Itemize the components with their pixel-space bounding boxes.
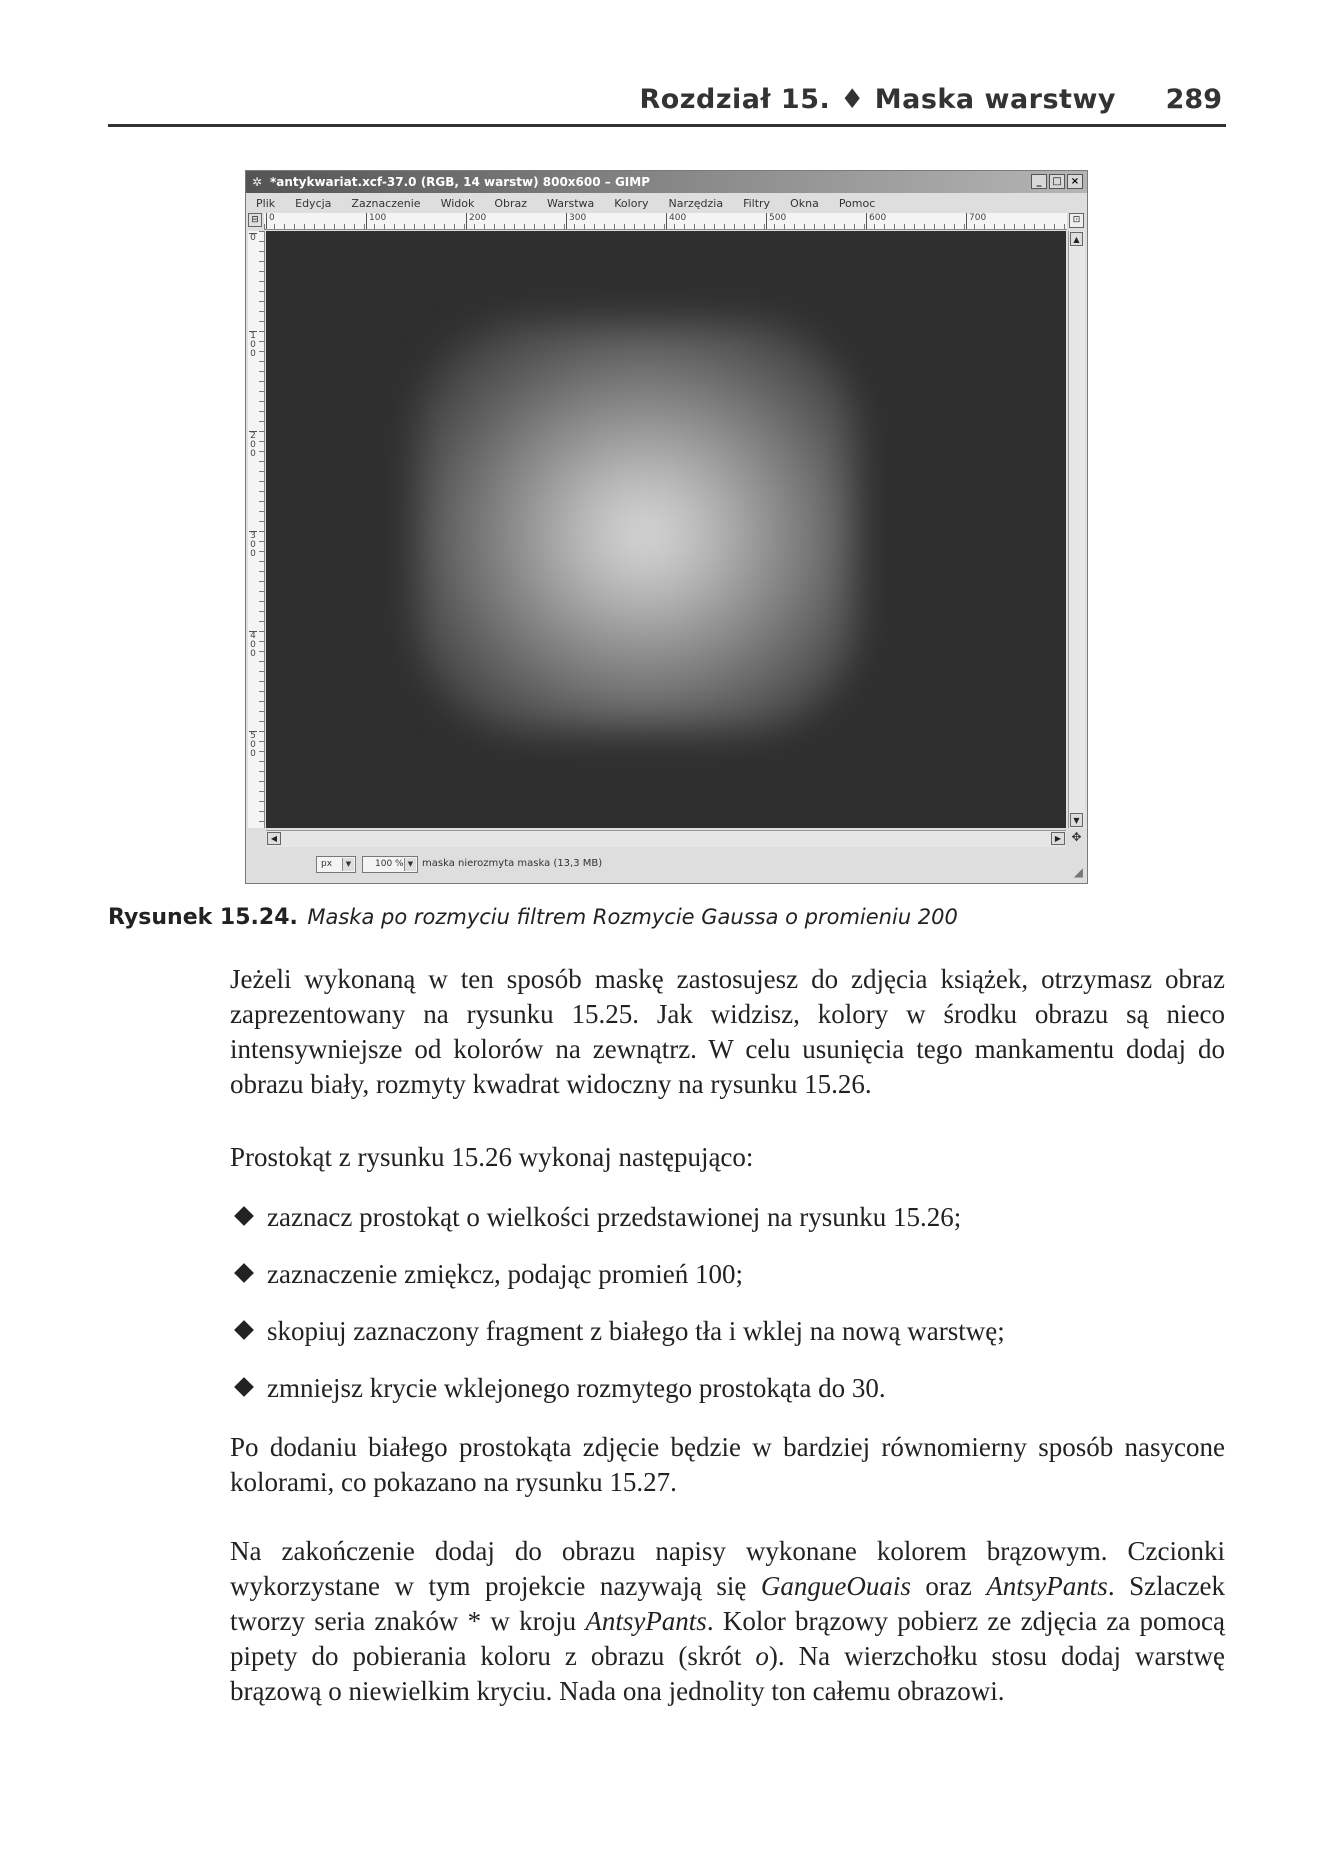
resize-grip-icon[interactable]: ◢ (1073, 865, 1083, 879)
minimize-button[interactable]: _ (1031, 174, 1047, 189)
horizontal-scrollbar[interactable] (266, 830, 1066, 847)
menu-filtry[interactable]: Filtry (743, 196, 771, 210)
status-bar (246, 849, 1087, 883)
ruler-h-label: 500 (766, 213, 786, 229)
chevron-down-icon: ▼ (342, 858, 354, 871)
zoom-fit-icon[interactable]: ⊡ (1069, 213, 1084, 228)
horizontal-ruler[interactable] (264, 213, 1067, 230)
chevron-down-icon: ▼ (404, 858, 416, 871)
font-name-antsypants: AntsyPants (986, 1571, 1108, 1601)
window-titlebar (246, 171, 1087, 193)
list-item (237, 1257, 743, 1292)
ruler-v-label: 200 (250, 431, 256, 459)
quick-mask-toggle-icon[interactable]: ⊟ (248, 213, 262, 227)
scroll-up-icon[interactable]: ▲ (1070, 232, 1083, 246)
page-number: 289 (1165, 84, 1222, 115)
figure-label: Rysunek 15.24. (108, 905, 298, 930)
window-title: *antykwariat.xcf-37.0 (RGB, 14 warstw) 800x600 – GIMP (270, 175, 650, 189)
paragraph-4-text: . Kolor brązowy pobierz ze zdjęcia za pomocą pipety do pobierania koloru z obrazu (skrót (230, 1606, 1225, 1671)
bullet-diamond-icon (234, 1377, 254, 1397)
list-item (237, 1200, 961, 1235)
shortcut-key: o (755, 1641, 769, 1671)
ruler-v-label: 500 (250, 731, 256, 759)
menu-warstwa[interactable]: Warstwa (547, 196, 595, 210)
menu-narzedzia[interactable]: Narzędzia (668, 196, 724, 210)
menu-widok[interactable]: Widok (440, 196, 475, 210)
menu-okna[interactable]: Okna (790, 196, 819, 210)
vertical-scrollbar[interactable] (1068, 231, 1085, 828)
figure-caption (108, 904, 958, 930)
zoom-select[interactable] (362, 856, 418, 873)
gimp-app-icon: ✲ (252, 175, 263, 189)
bullet-diamond-icon (234, 1320, 254, 1340)
ruler-h-label: 200 (466, 213, 486, 229)
ruler-v-label: 300 (250, 531, 256, 559)
list-item-text: zaznacz prostokąt o wielkości przedstawionej na rysunku 15.26; (267, 1202, 962, 1232)
ruler-h-label: 700 (966, 213, 986, 229)
paragraph-4-text: ). Na wierzchołku stosu dodaj warstwę brązową o niewielkim kryciu. Nada ona jednolity ton całemu obrazowi. (230, 1641, 1225, 1706)
bullet-diamond-icon (234, 1206, 254, 1226)
ruler-h-label: 400 (666, 213, 686, 229)
ruler-h-label: 0 (266, 213, 275, 229)
list-item-text: skopiuj zaznaczony fragment z białego tła i wklej na nową warstwę; (267, 1316, 1005, 1346)
vertical-ruler[interactable] (248, 231, 265, 828)
chapter-title: Rozdział 15. ♦ Maska warstwy (639, 84, 1116, 115)
bullet-diamond-icon (234, 1263, 254, 1283)
menu-bar (246, 194, 1087, 212)
running-header (108, 84, 1226, 127)
blurred-mask-shape (416, 321, 856, 731)
font-name-gangueouais: GangueOuais (760, 1571, 911, 1601)
list-item-text: zaznaczenie zmiękcz, podając promień 100; (267, 1259, 743, 1289)
ruler-v-label: 0 (250, 233, 256, 243)
image-canvas[interactable] (266, 231, 1066, 828)
menu-edycja[interactable]: Edycja (295, 196, 332, 210)
font-name-antsypants: AntsyPants (585, 1606, 707, 1636)
list-item (237, 1371, 886, 1406)
ruler-v-label: 100 (250, 331, 256, 359)
paragraph-1: Jeżeli wykonaną w ten sposób maskę zastosujesz do zdjęcia książek, otrzymasz obraz zaprezentowany na rysunku 15.25. Jak widzisz, kolory w środku obrazu są nieco intensywniejsze od kolorów na zewnątrz. W celu usunięcia tego mankamentu dodaj do obrazu biały, rozmyty kwadrat widoczny na rysunku 15.26. (230, 964, 1225, 1099)
ruler-h-label: 100 (366, 213, 386, 229)
paragraph-4-text: Na zakończenie dodaj do obrazu napisy wykonane kolorem brązowym. Czcionki wykorzystane w tym projekcie nazywają się (230, 1536, 1225, 1601)
paragraph-2: Prostokąt z rysunku 15.26 wykonaj następująco: (230, 1142, 754, 1172)
menu-pomoc[interactable]: Pomoc (838, 196, 876, 210)
close-button[interactable]: × (1067, 174, 1083, 189)
unit-value: px (321, 859, 333, 869)
maximize-button[interactable]: □ (1049, 174, 1065, 189)
menu-zaznaczenie[interactable]: Zaznaczenie (351, 196, 421, 210)
status-text: maska nierozmyta maska (13,3 MB) (422, 858, 603, 869)
ruler-h-label: 300 (566, 213, 586, 229)
paragraph-3: Po dodaniu białego prostokąta zdjęcie będzie w bardziej równomierny sposób nasycone kolorami, co pokazano na rysunku 15.27. (230, 1432, 1225, 1497)
ruler-v-label: 400 (250, 631, 256, 659)
paragraph-4-text: oraz (910, 1571, 987, 1601)
scroll-down-icon[interactable]: ▼ (1070, 813, 1083, 827)
figure-caption-text: Maska po rozmyciu filtrem Rozmycie Gaussa o promieniu 200 (307, 905, 958, 929)
scroll-right-icon[interactable]: ▶ (1051, 832, 1065, 845)
gimp-window-screenshot (245, 170, 1088, 884)
scroll-left-icon[interactable]: ◀ (267, 832, 281, 845)
ruler-h-label: 600 (866, 213, 886, 229)
zoom-value: 100 % (375, 859, 404, 869)
paragraph-4-text: . Szlaczek tworzy seria znaków * w kroju (230, 1571, 1226, 1636)
unit-select[interactable] (316, 856, 356, 873)
list-item (237, 1314, 1005, 1349)
paragraph-4 (230, 1534, 1225, 1709)
menu-obraz[interactable]: Obraz (494, 196, 528, 210)
menu-kolory[interactable]: Kolory (614, 196, 649, 210)
navigate-icon[interactable]: ✥ (1071, 830, 1082, 844)
menu-plik[interactable]: Plik (256, 196, 276, 210)
list-item-text: zmniejsz krycie wklejonego rozmytego prostokąta do 30. (267, 1373, 886, 1403)
